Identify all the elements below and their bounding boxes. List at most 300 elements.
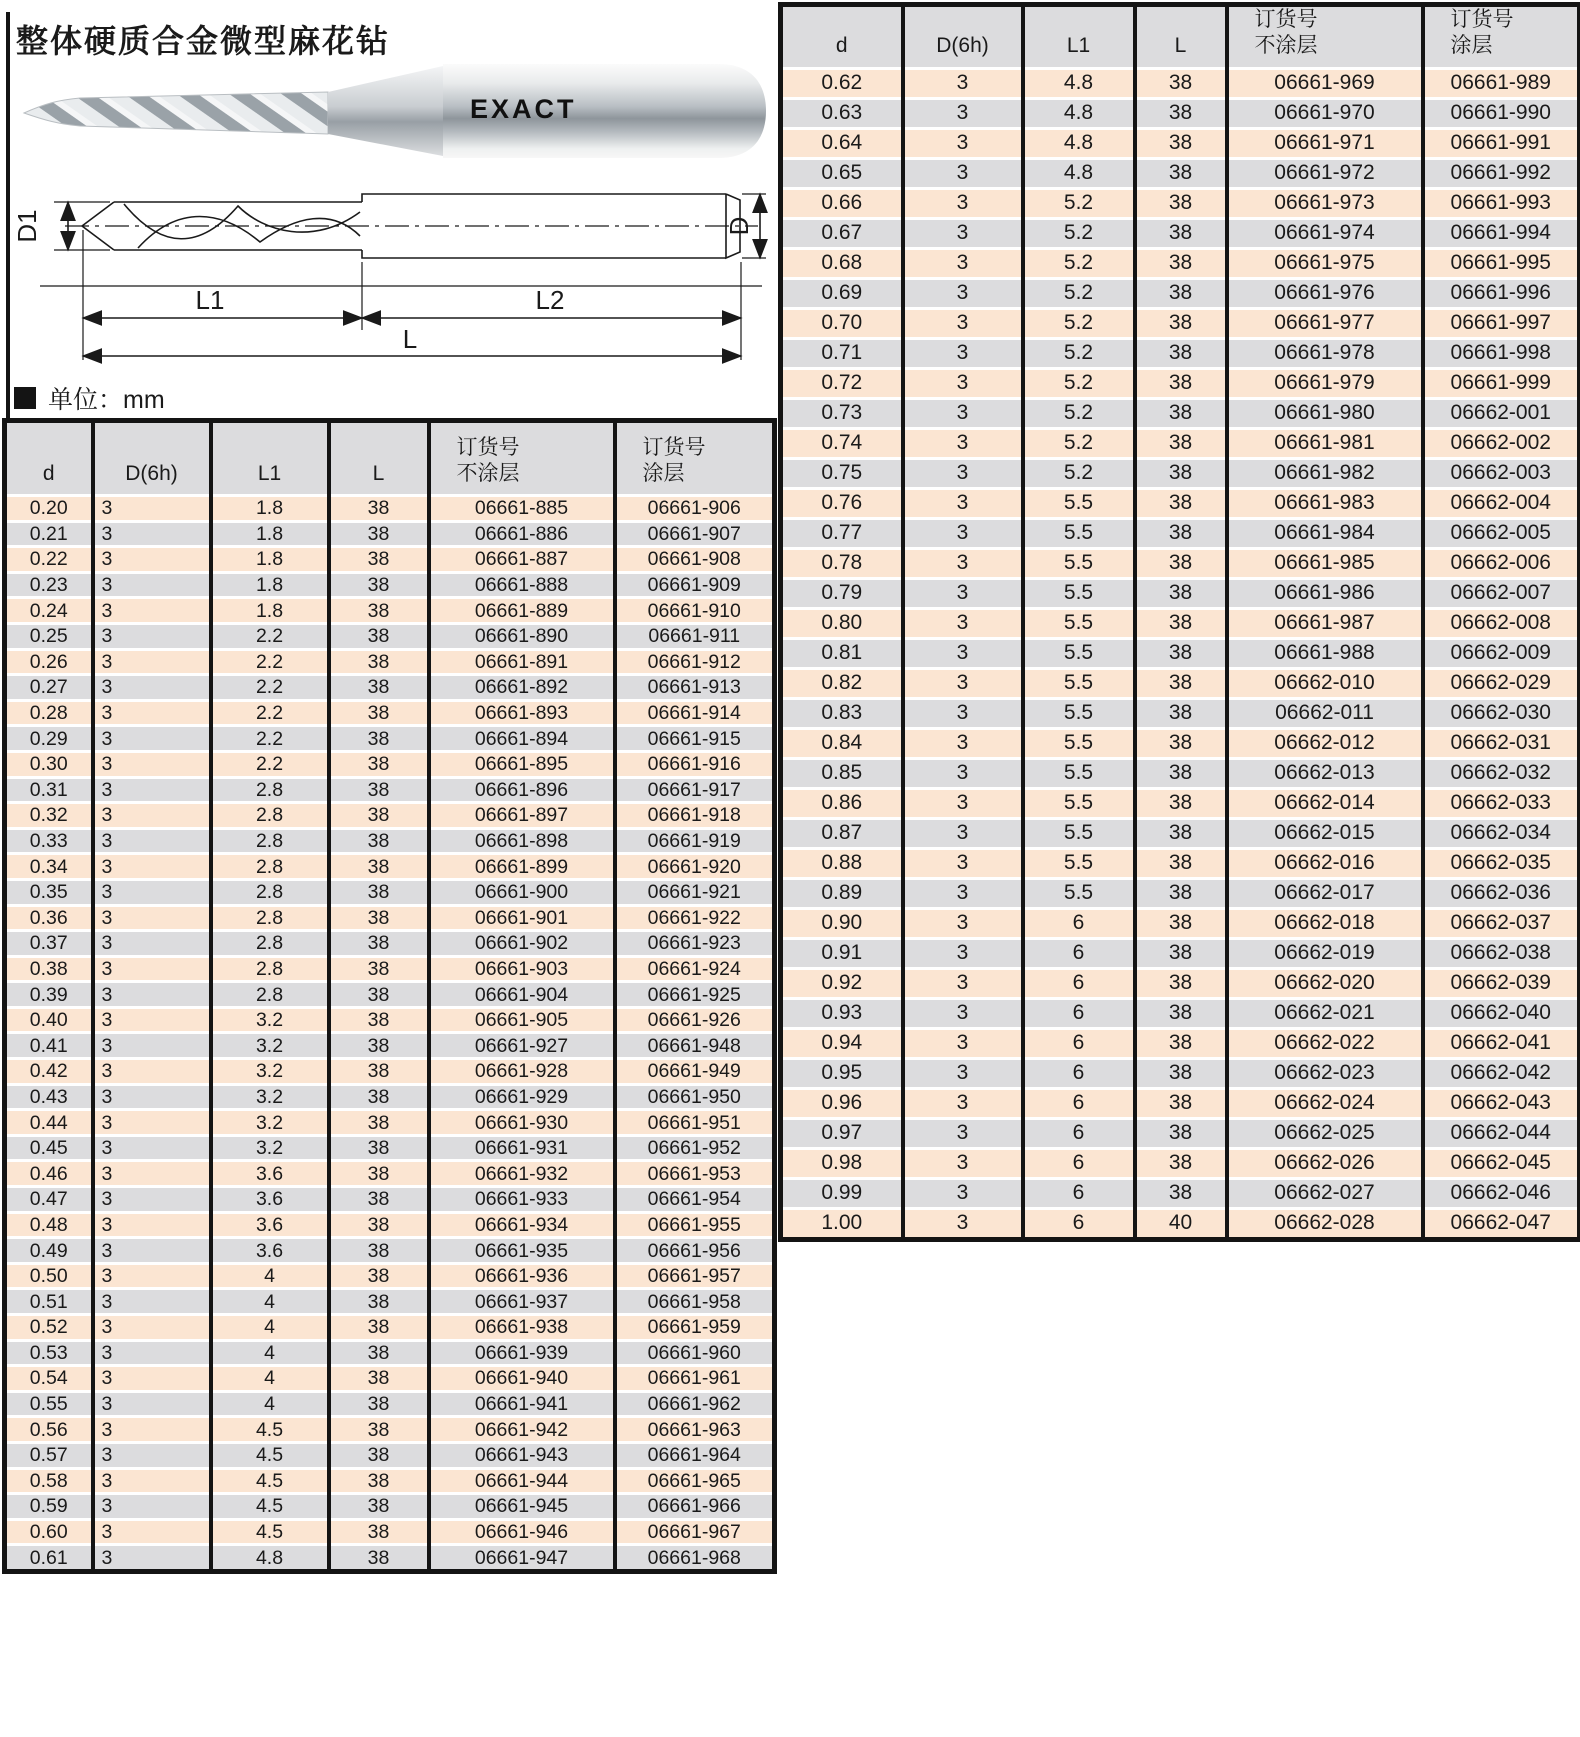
cell-order-uncoated: 06661-945 (429, 1494, 615, 1520)
table-row (781, 368, 1580, 398)
table-row (781, 728, 1580, 758)
table-row (5, 803, 775, 829)
cell-order-uncoated: 06662-023 (1227, 1058, 1423, 1088)
cell-order-coated: 06661-967 (615, 1519, 775, 1545)
cell-D6h: 3 (93, 1135, 211, 1161)
cell-L: 38 (329, 828, 429, 854)
cell-order-uncoated: 06661-939 (429, 1340, 615, 1366)
drill-cone (328, 66, 443, 156)
cell-d: 0.82 (781, 668, 903, 698)
cell-order-uncoated: 06661-970 (1227, 98, 1423, 128)
cell-D6h: 3 (93, 1519, 211, 1545)
cell-D6h: 3 (903, 1178, 1023, 1208)
cell-D6h: 3 (903, 668, 1023, 698)
cell-order-coated: 06661-909 (615, 572, 775, 598)
cell-d: 0.72 (781, 368, 903, 398)
unit-note (14, 380, 165, 416)
cell-d: 1.00 (781, 1208, 903, 1239)
cell-L1: 5.2 (1023, 458, 1135, 488)
cell-order-uncoated: 06661-900 (429, 879, 615, 905)
cell-d: 0.42 (5, 1059, 93, 1085)
table-row (781, 128, 1580, 158)
cell-order-coated: 06662-044 (1423, 1118, 1580, 1148)
cell-order-uncoated: 06661-972 (1227, 158, 1423, 188)
cell-L1: 4.8 (1023, 128, 1135, 158)
table-row (5, 1340, 775, 1366)
cell-d: 0.45 (5, 1135, 93, 1161)
cell-order-uncoated: 06661-971 (1227, 128, 1423, 158)
cell-L1: 5.2 (1023, 278, 1135, 308)
cell-L: 38 (1135, 548, 1227, 578)
cell-d: 0.71 (781, 338, 903, 368)
cell-d: 0.99 (781, 1178, 903, 1208)
cell-L1: 4.8 (211, 1545, 329, 1572)
cell-D6h: 3 (903, 248, 1023, 278)
table-row (781, 1178, 1580, 1208)
cell-L1: 6 (1023, 1088, 1135, 1118)
cell-L: 38 (329, 496, 429, 522)
cell-d: 0.58 (5, 1468, 93, 1494)
table-row (5, 751, 775, 777)
cell-order-coated: 06661-961 (615, 1366, 775, 1392)
table-row (781, 188, 1580, 218)
cell-order-uncoated: 06661-940 (429, 1366, 615, 1392)
cell-D6h: 3 (93, 726, 211, 752)
cell-order-coated: 06661-912 (615, 649, 775, 675)
label-d: D (724, 216, 754, 236)
cell-order-uncoated: 06661-947 (429, 1545, 615, 1572)
cell-d: 0.94 (781, 1028, 903, 1058)
cell-d: 0.37 (5, 931, 93, 957)
cell-L1: 5.5 (1023, 698, 1135, 728)
cell-L: 38 (329, 854, 429, 880)
table-row (5, 1263, 775, 1289)
cell-order-uncoated: 06662-014 (1227, 788, 1423, 818)
cell-order-uncoated: 06662-021 (1227, 998, 1423, 1028)
cell-D6h: 3 (93, 1494, 211, 1520)
cell-d: 0.48 (5, 1212, 93, 1238)
cell-order-coated: 06661-908 (615, 547, 775, 573)
cell-L1: 3.6 (211, 1212, 329, 1238)
cell-L1: 4.8 (1023, 68, 1135, 98)
cell-L1: 1.8 (211, 547, 329, 573)
cell-D6h: 3 (93, 1289, 211, 1315)
cell-L1: 4.8 (1023, 158, 1135, 188)
cell-D6h: 3 (93, 1263, 211, 1289)
cell-L1: 5.5 (1023, 728, 1135, 758)
cell-L: 38 (1135, 68, 1227, 98)
cell-d: 0.23 (5, 572, 93, 598)
table-row (5, 598, 775, 624)
cell-d: 0.84 (781, 728, 903, 758)
table-row (5, 905, 775, 931)
cell-L: 38 (1135, 1058, 1227, 1088)
cell-order-uncoated: 06661-973 (1227, 188, 1423, 218)
cell-order-uncoated: 06661-982 (1227, 458, 1423, 488)
cell-L1: 6 (1023, 908, 1135, 938)
cell-L: 38 (329, 547, 429, 573)
cell-D6h: 3 (93, 905, 211, 931)
cell-order-uncoated: 06662-018 (1227, 908, 1423, 938)
cell-d: 0.73 (781, 398, 903, 428)
cell-order-uncoated: 06661-938 (429, 1315, 615, 1341)
col-header-order-uncoated: 订货号 不涂层 (1227, 5, 1423, 69)
cell-order-uncoated: 06661-969 (1227, 68, 1423, 98)
table-row (5, 1519, 775, 1545)
cell-d: 0.44 (5, 1110, 93, 1136)
cell-L1: 5.2 (1023, 428, 1135, 458)
table-row (781, 248, 1580, 278)
cell-order-uncoated: 06661-980 (1227, 398, 1423, 428)
table-row (5, 931, 775, 957)
cell-L1: 2.8 (211, 879, 329, 905)
cell-d: 0.89 (781, 878, 903, 908)
cell-order-coated: 06662-001 (1423, 398, 1580, 428)
cell-order-uncoated: 06662-025 (1227, 1118, 1423, 1148)
cell-L: 38 (329, 1161, 429, 1187)
cell-D6h: 3 (93, 1084, 211, 1110)
cell-order-coated: 06661-995 (1423, 248, 1580, 278)
cell-L1: 3.2 (211, 1135, 329, 1161)
cell-L1: 6 (1023, 1058, 1135, 1088)
cell-D6h: 3 (93, 1442, 211, 1468)
cell-D6h: 3 (93, 1161, 211, 1187)
cell-order-uncoated: 06662-020 (1227, 968, 1423, 998)
cell-order-coated: 06661-953 (615, 1161, 775, 1187)
cell-D6h: 3 (93, 982, 211, 1008)
cell-L: 38 (329, 1033, 429, 1059)
cell-d: 0.76 (781, 488, 903, 518)
cell-D6h: 3 (903, 1028, 1023, 1058)
table-row (781, 878, 1580, 908)
cell-D6h: 3 (903, 638, 1023, 668)
cell-d: 0.20 (5, 496, 93, 522)
col-header-order-coated: 订货号 涂层 (1423, 5, 1580, 69)
cell-L1: 2.2 (211, 726, 329, 752)
cell-L1: 2.8 (211, 803, 329, 829)
col-header-D6h: D(6h) (903, 5, 1023, 69)
cell-order-uncoated: 06661-902 (429, 931, 615, 957)
cell-D6h: 3 (93, 1366, 211, 1392)
table-row (5, 1391, 775, 1417)
cell-d: 0.81 (781, 638, 903, 668)
cell-D6h: 3 (903, 1058, 1023, 1088)
flute-spiral-1 (124, 204, 360, 239)
cell-L: 38 (1135, 1028, 1227, 1058)
cell-order-uncoated: 06662-019 (1227, 938, 1423, 968)
cell-order-coated: 06661-963 (615, 1417, 775, 1443)
cell-order-coated: 06662-035 (1423, 848, 1580, 878)
cell-L1: 5.5 (1023, 488, 1135, 518)
cell-order-uncoated: 06661-896 (429, 777, 615, 803)
table-row (5, 1161, 775, 1187)
cell-order-uncoated: 06661-885 (429, 496, 615, 522)
cell-L1: 4 (211, 1366, 329, 1392)
cell-d: 0.61 (5, 1545, 93, 1572)
cell-d: 0.74 (781, 428, 903, 458)
table-row (781, 1028, 1580, 1058)
cell-D6h: 3 (903, 548, 1023, 578)
cell-order-uncoated: 06662-012 (1227, 728, 1423, 758)
cell-L1: 2.8 (211, 956, 329, 982)
cell-D6h: 3 (903, 368, 1023, 398)
col-header-d: d (781, 5, 903, 69)
cell-L: 38 (1135, 728, 1227, 758)
cell-L: 38 (1135, 278, 1227, 308)
col-header-d: d (5, 421, 93, 496)
cell-L1: 3.2 (211, 1033, 329, 1059)
cell-d: 0.66 (781, 188, 903, 218)
cell-d: 0.46 (5, 1161, 93, 1187)
cell-d: 0.30 (5, 751, 93, 777)
cell-L1: 5.5 (1023, 878, 1135, 908)
cell-L1: 5.5 (1023, 608, 1135, 638)
cell-order-uncoated: 06661-895 (429, 751, 615, 777)
cell-L: 38 (329, 1135, 429, 1161)
cell-L: 38 (1135, 428, 1227, 458)
cell-L: 38 (329, 905, 429, 931)
cell-order-uncoated: 06661-892 (429, 675, 615, 701)
cell-d: 0.24 (5, 598, 93, 624)
cell-D6h: 3 (93, 854, 211, 880)
table-row (781, 998, 1580, 1028)
table-row (5, 547, 775, 573)
cell-L1: 2.8 (211, 931, 329, 957)
cell-D6h: 3 (93, 1110, 211, 1136)
cell-order-coated: 06662-004 (1423, 488, 1580, 518)
cell-D6h: 3 (903, 998, 1023, 1028)
cell-d: 0.34 (5, 854, 93, 880)
cell-L1: 5.2 (1023, 368, 1135, 398)
table-row (781, 1088, 1580, 1118)
cell-L: 38 (329, 1442, 429, 1468)
table-row (5, 1007, 775, 1033)
cell-order-coated: 06661-951 (615, 1110, 775, 1136)
cell-D6h: 3 (93, 623, 211, 649)
table-row (781, 68, 1580, 98)
cell-L: 38 (329, 803, 429, 829)
cell-order-uncoated: 06661-987 (1227, 608, 1423, 638)
cell-L1: 5.5 (1023, 548, 1135, 578)
cell-d: 0.68 (781, 248, 903, 278)
drill-photo (18, 56, 768, 168)
cell-order-uncoated: 06661-889 (429, 598, 615, 624)
cell-d: 0.86 (781, 788, 903, 818)
cell-order-uncoated: 06661-986 (1227, 578, 1423, 608)
table-row (781, 938, 1580, 968)
cell-D6h: 3 (93, 1187, 211, 1213)
cell-order-uncoated: 06661-974 (1227, 218, 1423, 248)
drill-tip-flutes (24, 92, 328, 134)
spec-table-left (2, 418, 772, 1574)
cell-D6h: 3 (93, 675, 211, 701)
cell-d: 0.26 (5, 649, 93, 675)
cell-d: 0.43 (5, 1084, 93, 1110)
table-row (5, 854, 775, 880)
cell-L: 38 (329, 726, 429, 752)
cell-L1: 4.5 (211, 1442, 329, 1468)
cell-d: 0.88 (781, 848, 903, 878)
cell-L1: 4.5 (211, 1494, 329, 1520)
table-row (781, 638, 1580, 668)
cell-L: 38 (329, 1212, 429, 1238)
cell-order-coated: 06662-008 (1423, 608, 1580, 638)
cell-order-uncoated: 06661-930 (429, 1110, 615, 1136)
spec-table-right-grid (778, 2, 1580, 1242)
table-row (5, 777, 775, 803)
cell-L: 38 (329, 1263, 429, 1289)
cell-order-uncoated: 06661-985 (1227, 548, 1423, 578)
cell-L1: 6 (1023, 1208, 1135, 1239)
cell-order-coated: 06662-003 (1423, 458, 1580, 488)
cell-L: 38 (1135, 818, 1227, 848)
cell-L: 38 (1135, 788, 1227, 818)
cell-L1: 4.5 (211, 1468, 329, 1494)
cell-L1: 1.8 (211, 521, 329, 547)
cell-d: 0.50 (5, 1263, 93, 1289)
cell-L1: 6 (1023, 998, 1135, 1028)
table-row (5, 1187, 775, 1213)
cell-L1: 5.5 (1023, 818, 1135, 848)
cell-L1: 2.8 (211, 982, 329, 1008)
cell-D6h: 3 (903, 1088, 1023, 1118)
cell-L1: 1.8 (211, 598, 329, 624)
cell-d: 0.79 (781, 578, 903, 608)
cell-D6h: 3 (903, 518, 1023, 548)
cell-order-uncoated: 06662-010 (1227, 668, 1423, 698)
cell-L1: 3.2 (211, 1007, 329, 1033)
cell-order-uncoated: 06662-022 (1227, 1028, 1423, 1058)
table-row (5, 1417, 775, 1443)
cell-order-coated: 06661-911 (615, 623, 775, 649)
cell-order-uncoated: 06661-946 (429, 1519, 615, 1545)
cell-L1: 4.5 (211, 1519, 329, 1545)
cell-D6h: 3 (93, 879, 211, 905)
cell-L1: 6 (1023, 938, 1135, 968)
cell-d: 0.80 (781, 608, 903, 638)
cell-L: 38 (329, 1468, 429, 1494)
table-row (5, 956, 775, 982)
col-header-order-coated: 订货号 涂层 (615, 421, 775, 496)
cell-d: 0.47 (5, 1187, 93, 1213)
cell-L: 38 (329, 1110, 429, 1136)
cell-order-coated: 06661-960 (615, 1340, 775, 1366)
cell-L1: 5.5 (1023, 788, 1135, 818)
cell-order-coated: 06661-999 (1423, 368, 1580, 398)
table-row (781, 908, 1580, 938)
cell-L1: 4.5 (211, 1417, 329, 1443)
cell-order-coated: 06661-991 (1423, 128, 1580, 158)
cell-L: 38 (1135, 158, 1227, 188)
cell-order-coated: 06661-949 (615, 1059, 775, 1085)
cell-L: 38 (329, 623, 429, 649)
cell-order-coated: 06661-966 (615, 1494, 775, 1520)
cell-d: 0.77 (781, 518, 903, 548)
technical-drawing (10, 168, 770, 370)
cell-D6h: 3 (903, 1208, 1023, 1239)
cell-order-coated: 06661-917 (615, 777, 775, 803)
cell-L: 38 (1135, 968, 1227, 998)
cell-L: 38 (1135, 638, 1227, 668)
table-row (5, 623, 775, 649)
cell-order-coated: 06662-029 (1423, 668, 1580, 698)
cell-L1: 4 (211, 1263, 329, 1289)
cell-order-coated: 06662-042 (1423, 1058, 1580, 1088)
cell-L1: 6 (1023, 1118, 1135, 1148)
col-header-L1: L1 (211, 421, 329, 496)
cell-order-uncoated: 06661-983 (1227, 488, 1423, 518)
cell-L1: 3.2 (211, 1110, 329, 1136)
cell-L1: 5.2 (1023, 338, 1135, 368)
cell-order-uncoated: 06661-976 (1227, 278, 1423, 308)
cell-L1: 5.2 (1023, 398, 1135, 428)
col-header-order-uncoated: 订货号 不涂层 (429, 421, 615, 496)
cell-order-uncoated: 06661-942 (429, 1417, 615, 1443)
cell-order-uncoated: 06661-975 (1227, 248, 1423, 278)
cell-D6h: 3 (903, 1148, 1023, 1178)
cell-order-uncoated: 06661-903 (429, 956, 615, 982)
table-row (5, 879, 775, 905)
table-row (781, 428, 1580, 458)
cell-order-uncoated: 06662-011 (1227, 698, 1423, 728)
cell-order-coated: 06662-034 (1423, 818, 1580, 848)
cell-D6h: 3 (93, 1033, 211, 1059)
cell-d: 0.51 (5, 1289, 93, 1315)
cell-d: 0.96 (781, 1088, 903, 1118)
table-row (5, 726, 775, 752)
cell-order-uncoated: 06661-981 (1227, 428, 1423, 458)
cell-order-uncoated: 06661-944 (429, 1468, 615, 1494)
cell-D6h: 3 (903, 758, 1023, 788)
cell-D6h: 3 (93, 803, 211, 829)
cell-L: 38 (1135, 938, 1227, 968)
unit-note-text: 单位：mm (48, 386, 165, 414)
cell-order-coated: 06662-007 (1423, 578, 1580, 608)
cell-order-coated: 06661-959 (615, 1315, 775, 1341)
table-row (781, 698, 1580, 728)
table-row (5, 1366, 775, 1392)
table-row (5, 1059, 775, 1085)
table-row (5, 675, 775, 701)
cell-d: 0.91 (781, 938, 903, 968)
cell-L: 38 (329, 598, 429, 624)
table-row (781, 278, 1580, 308)
cell-order-coated: 06661-997 (1423, 308, 1580, 338)
cell-d: 0.93 (781, 998, 903, 1028)
cell-D6h: 3 (903, 848, 1023, 878)
table-row (5, 828, 775, 854)
cell-order-uncoated: 06662-024 (1227, 1088, 1423, 1118)
cell-L1: 3.2 (211, 1059, 329, 1085)
cell-d: 0.64 (781, 128, 903, 158)
cell-d: 0.56 (5, 1417, 93, 1443)
cell-d: 0.25 (5, 623, 93, 649)
cell-order-uncoated: 06661-905 (429, 1007, 615, 1033)
cell-D6h: 3 (903, 908, 1023, 938)
col-header-L: L (1135, 5, 1227, 69)
cell-order-coated: 06661-907 (615, 521, 775, 547)
table-row (781, 758, 1580, 788)
cell-order-uncoated: 06662-028 (1227, 1208, 1423, 1239)
col-header-D6h: D(6h) (93, 421, 211, 496)
cell-L: 38 (1135, 218, 1227, 248)
cell-order-uncoated: 06662-017 (1227, 878, 1423, 908)
cell-order-uncoated: 06662-027 (1227, 1178, 1423, 1208)
table-row (781, 458, 1580, 488)
cell-d: 0.90 (781, 908, 903, 938)
cell-D6h: 3 (903, 338, 1023, 368)
cell-order-uncoated: 06661-893 (429, 700, 615, 726)
